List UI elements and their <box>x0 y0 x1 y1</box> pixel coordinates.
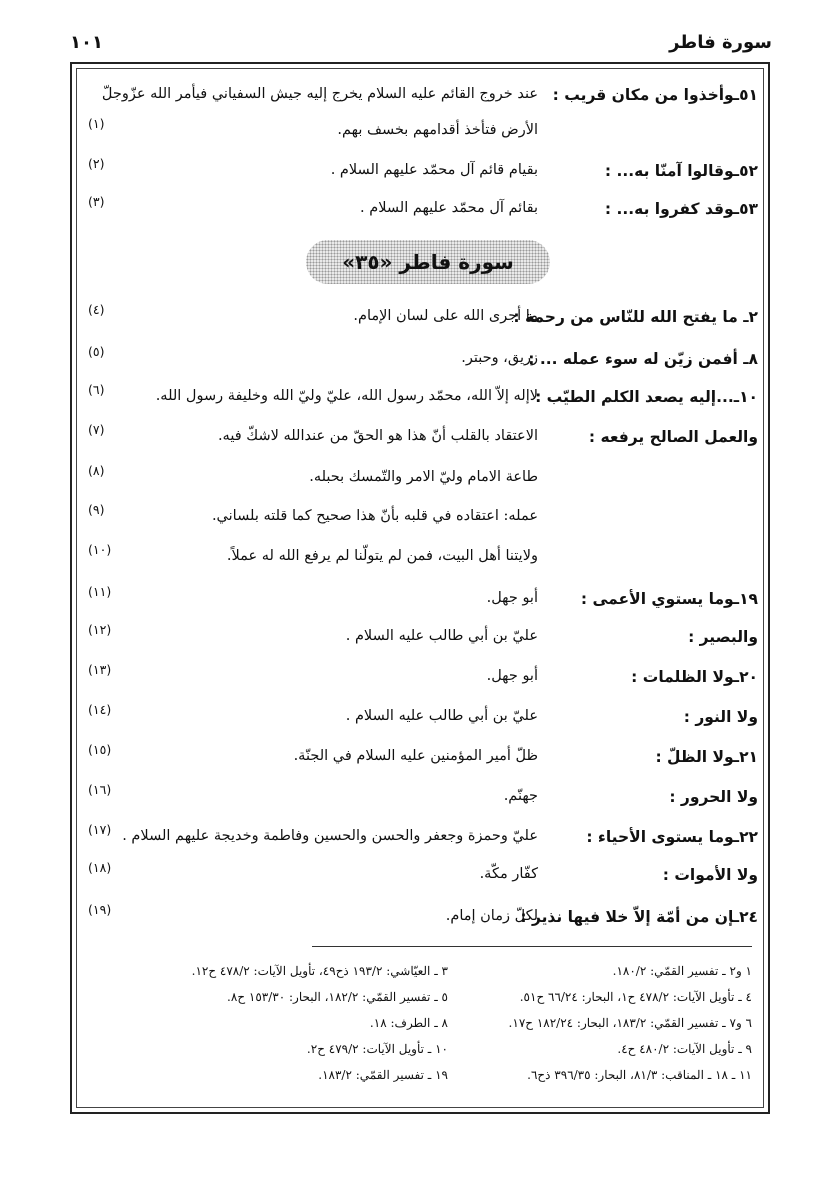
footnote-marker: (٤) <box>88 302 105 317</box>
footnote-marker: (١٥) <box>88 742 112 757</box>
page-number: ١٠١ <box>70 32 103 53</box>
commentary-text: عليّ بن أبي طالب عليه السلام . <box>345 628 538 644</box>
verse-label: والبصير : <box>688 628 758 646</box>
entry-row <box>72 860 772 896</box>
footnote-separator <box>312 946 752 947</box>
entry-row <box>72 344 772 380</box>
entry-row <box>72 782 772 818</box>
entry-row <box>72 742 772 778</box>
footnote-marker: (٨) <box>88 463 105 478</box>
footnote-marker: (١٧) <box>88 822 112 837</box>
footnote-marker: (١٣) <box>88 662 112 677</box>
commentary-text: بقيام قائم آل محمّد عليهم السلام . <box>330 162 538 178</box>
commentary-text: أبو جهل. <box>486 590 538 606</box>
footnote: ١ و٢ ـ تفسير القمّي: ١٨٠/٢. <box>612 964 752 978</box>
entry-row <box>72 382 772 418</box>
entry-row <box>72 116 772 152</box>
entry-row <box>72 302 772 338</box>
footnote-marker: (١٤) <box>88 702 112 717</box>
footnote-marker: (٥) <box>88 344 105 359</box>
footnote-marker: (١٢) <box>88 622 112 637</box>
commentary-text: لكلّ زمان إمام. <box>445 908 538 924</box>
commentary-text: ولايتنا أهل البيت، فمن لم يتولّنا لم يرفع الله له عملاً. <box>226 548 538 564</box>
footnote: ٦ و٧ ـ تفسير القمّي: ١٨٣/٢، البحار: ١٨٢/٢٤ ح١٧. <box>508 1016 752 1030</box>
entry-row <box>72 584 772 620</box>
footnote-marker: (٦) <box>88 382 105 397</box>
entry-row <box>72 86 772 116</box>
verse-label: ١٩ـوما يستوي الأعمى : <box>580 590 758 608</box>
page-header <box>70 28 772 54</box>
verse-label: ٢٤ـإن من أمّة إلاّ خلا فيها نذير : <box>520 908 758 926</box>
verse-label: ٢٠ـولا الظلمات : <box>631 668 758 686</box>
entry-row <box>72 662 772 698</box>
entry-row <box>72 542 772 578</box>
footnote-marker: (٢) <box>88 156 105 171</box>
entry-row <box>72 194 772 230</box>
footnote-marker: (١) <box>88 116 105 131</box>
page-frame <box>70 62 770 1114</box>
commentary-text: زريق، وحبتر. <box>461 350 538 366</box>
commentary-text: بقائم آل محمّد عليهم السلام . <box>360 200 538 216</box>
verse-label: ٢٢ـوما يستوى الأحياء : <box>586 828 758 846</box>
verse-label: ٥١ـوأخذوا من مكان قريب : <box>552 86 758 104</box>
entry-row <box>72 463 772 499</box>
footnote: ٣ ـ العيّاشي: ١٩٣/٢ ذح٤٩، تأويل الآيات: ٤٧٨/٢ ح١٢. <box>191 964 448 978</box>
verse-label: ٢ـ ما يفتح الله للنّاس من رحمة : <box>513 308 758 326</box>
commentary-text: عليّ وحمزة وجعفر والحسن والحسين وفاطمة وخديجة عليهم السلام . <box>122 828 538 844</box>
verse-label: ١٠ـ...إليه يصعد الكلم الطيّب : <box>535 388 758 406</box>
verse-label: ٨ـ أفمن زيّن له سوء عمله ... : <box>528 350 758 368</box>
entry-row <box>72 622 772 658</box>
commentary-text: عمله: اعتقاده في قلبه بأنّ هذا صحيح كما قلته بلساني. <box>211 508 538 524</box>
footnote: ٥ ـ تفسير القمّي: ١٨٢/٢، البحار: ١٥٣/٣٠ ح٨. <box>227 990 448 1004</box>
commentary-text: الأرض فتأخذ أقدامهم بخسف بهم. <box>337 122 538 138</box>
footnote: ٩ ـ تأويل الآيات: ٤٨٠/٢ ح٤. <box>617 1042 752 1056</box>
commentary-text: عليّ بن أبي طالب عليه السلام . <box>345 708 538 724</box>
footnote: ٤ ـ تأويل الآيات: ٤٧٨/٢ ح١، البحار: ٦٦/٢٤ ح٥١. <box>519 990 752 1004</box>
footnote-marker: (١٦) <box>88 782 112 797</box>
footnote: ٨ ـ الطرف: ١٨. <box>369 1016 448 1030</box>
commentary-text: لاإله إلاّ الله، محمّد رسول الله، عليّ وليّ الله وخليفة رسول الله. <box>155 388 538 404</box>
footnote: ١٩ ـ تفسير القمّي: ١٨٣/٢. <box>318 1068 448 1082</box>
footnote-marker: (١٨) <box>88 860 112 875</box>
verse-label: ٢١ـولا الظلّ : <box>655 748 758 766</box>
commentary-text: جهنّم. <box>503 788 538 804</box>
commentary-text: كفّار مكّة. <box>479 866 538 882</box>
footnote: ١٠ ـ تأويل الآيات: ٤٧٩/٢ ح٢. <box>306 1042 448 1056</box>
entry-row <box>72 702 772 738</box>
verse-label: والعمل الصالح يرفعه : <box>588 428 758 446</box>
footnote-marker: (٩) <box>88 502 105 517</box>
footnote-marker: (٣) <box>88 194 105 209</box>
commentary-text: ظلّ أمير المؤمنين عليه السلام في الجنّة. <box>293 748 538 764</box>
verse-label: ولا النور : <box>683 708 758 726</box>
surah-title-banner <box>306 240 550 284</box>
footnote-marker: (١١) <box>88 584 112 599</box>
footnote-marker: (١٩) <box>88 902 112 917</box>
running-title: سورة فاطر <box>669 32 772 53</box>
footnote-marker: (٧) <box>88 422 105 437</box>
entry-row <box>72 822 772 858</box>
commentary-text: أبو جهل. <box>486 668 538 684</box>
verse-label: ولا الأموات : <box>662 866 758 884</box>
footnote-marker: (١٠) <box>88 542 112 557</box>
commentary-text: عند خروج القائم عليه السلام يخرج إليه جيش السفياني فيأمر الله عزّوجلّ <box>101 86 538 102</box>
entry-row <box>72 156 772 192</box>
entry-row <box>72 902 772 938</box>
commentary-text: طاعة الامام وليّ الامر والتّمسك بحبله. <box>309 469 538 485</box>
verse-label: ولا الحرور : <box>669 788 758 806</box>
verse-label: ٥٣ـوقد كفروا به... : <box>604 200 758 218</box>
entry-row <box>72 422 772 458</box>
verse-label: ٥٢ـوقالوا آمنّا به... : <box>604 162 758 180</box>
commentary-text: ما أجرى الله على لسان الإمام. <box>353 308 538 324</box>
surah-title: سورة فاطر «٣٥» <box>342 250 514 274</box>
footnote: ١١ ـ ١٨ ـ المناقب: ٨١/٣، البحار: ٣٩٦/٣٥ ذح٦. <box>527 1068 752 1082</box>
commentary-text: الاعتقاد بالقلب أنّ هذا هو الحقّ من عندالله لاشكّ فيه. <box>217 428 538 444</box>
entry-row <box>72 502 772 538</box>
